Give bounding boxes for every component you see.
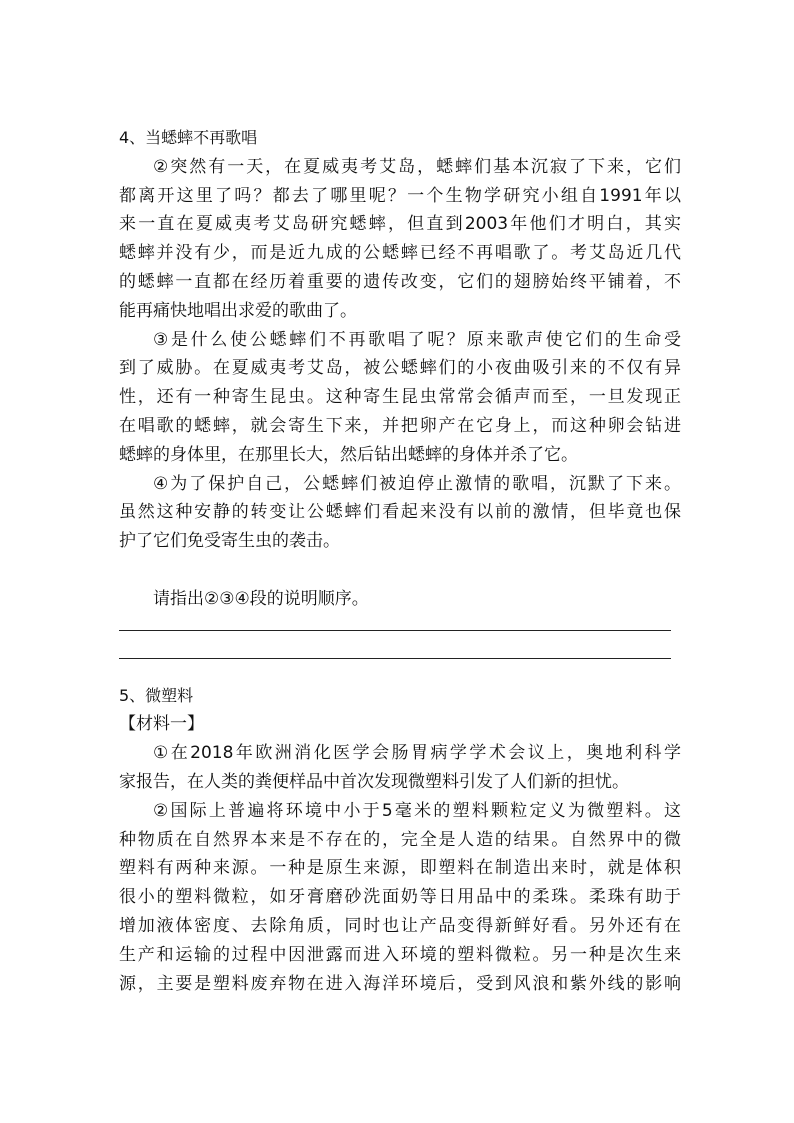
- section-5-paragraph-1-line: ①在2018年欧洲消化医学会肠胃病学学术会议上，奥地利科学: [153, 743, 681, 764]
- section-5-paragraph-2-line: 生产和运输的过程中因泄露而进入环境的塑料微粒。另一种是次生来: [119, 944, 681, 965]
- section-4-paragraph-4-line: ④为了保护自己，公蟋蟀们被迫停止激情的歌唱，沉默了下来。: [153, 473, 681, 494]
- section-5-paragraph-2-line: ②国际上普遍将环境中小于5毫米的塑料颗粒定义为微塑料。这: [153, 800, 681, 821]
- section-4-paragraph-2-line: 都离开这里了吗？都去了哪里呢？一个生物学研究小组自1991年以: [119, 185, 681, 206]
- section-4-paragraph-3-line: 蟋蟀的身体里，在那里长大，然后钻出蟋蟀的身体并杀了它。: [119, 444, 578, 465]
- section-4-paragraph-3-line: 到了威胁。在夏威夷考艾岛，被公蟋蟀们的小夜曲吸引来的不仅有异: [119, 358, 681, 379]
- answer-line[interactable]: [119, 642, 681, 670]
- section-5-paragraph-2-line: 增加液体密度、去除角质，同时也让产品变得新鲜好看。另外还有在: [119, 915, 681, 936]
- document-content: [119, 124, 681, 998]
- section-4-paragraph-3-line: ③是什么使公蟋蟀们不再歌唱了呢？原来歌声使它们的生命受: [153, 329, 681, 350]
- answer-rule: [119, 630, 671, 631]
- section-4-paragraph-4-line: 护了它们免受寄生虫的袭击。: [119, 531, 340, 552]
- section-4-paragraph-2-line: 蟋蟀并没有少，而是近九成的公蟋蟀已经不再唱歌了。考艾岛近几代: [119, 243, 681, 264]
- section-5-paragraph-2-line: 种物质在自然界本来是不存在的，完全是人造的结果。自然界中的微: [119, 829, 681, 850]
- material-label: 【材料一】: [119, 714, 204, 735]
- section-5-paragraph-1-line: 家报告，在人类的粪便样品中首次发现微塑料引发了人们新的担忧。: [119, 771, 629, 792]
- section-4-paragraph-4-line: 虽然这种安静的转变让公蟋蟀们看起来没有以前的激情，但毕竟也保: [119, 502, 681, 523]
- section-4-paragraph-3-line: 在唱歌的蟋蟀，就会寄生下来，并把卵产在它身上，而这种卵会钻进: [119, 415, 681, 436]
- section-4-question: 请指出②③④段的说明顺序。: [153, 588, 369, 609]
- answer-line[interactable]: [119, 614, 681, 642]
- section-5-paragraph-2-line: 源，主要是塑料废弃物在进入海洋环境后，受到风浪和紫外线的影响: [119, 973, 681, 994]
- section-5-title: 5、微塑料: [119, 685, 194, 705]
- section-5-paragraph-2-line: 很小的塑料微粒，如牙膏磨砂洗面奶等日用品中的柔珠。柔珠有助于: [119, 887, 681, 908]
- section-4-paragraph-2-line: ②突然有一天，在夏威夷考艾岛，蟋蟀们基本沉寂了下来，它们: [153, 156, 681, 177]
- section-4-paragraph-3-line: 性，还有一种寄生昆虫。这种寄生昆虫常常会循声而至，一旦发现正: [119, 387, 681, 408]
- answer-rule: [119, 658, 671, 659]
- section-4-paragraph-2-line: 的蟋蟀一直都在经历着重要的遗传改变，它们的翅膀始终平铺着，不: [119, 271, 681, 292]
- section-4-title: 4、当蟋蟀不再歌唱: [119, 128, 258, 147]
- spacer: [119, 556, 681, 585]
- section-4-paragraph-2-line: 能再痛快地唱出求爱的歌曲了。: [119, 300, 357, 321]
- section-4-paragraph-2-line: 来一直在夏威夷考艾岛研究蟋蟀，但直到2003年他们才明白，其实: [119, 214, 681, 235]
- section-5-paragraph-2-line: 塑料有两种来源。一种是原生来源，即塑料在制造出来时，就是体积: [119, 858, 681, 879]
- spacer: [119, 670, 681, 682]
